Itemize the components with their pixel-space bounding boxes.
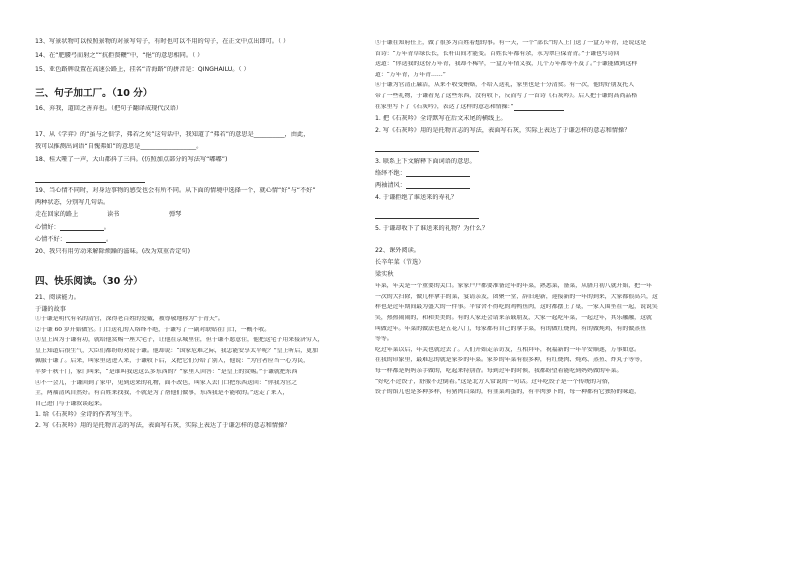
section-3-heading: 三、句子加工厂。（10 分） (35, 88, 153, 99)
article-line: 自己进门与于谦叙谈起来。 (35, 400, 106, 407)
article-line: 一次的大扫除，做几样拿手的菜，宴请亲友，团聚一堂，辞旧迎新，迎接新的一年的到来，大家都很高兴，这 (375, 293, 658, 300)
article-body (35, 316, 377, 408)
question-19-line2: 两种状态，分别写几句话。 (35, 199, 110, 206)
article-2-author: 梁实秋 (375, 271, 394, 279)
article-line: 半梦千秋千门，家门叫来，“是谁叫我送这么多东西的？”家里人回答：“是皇上的赏赐。”于谦就把东西 (35, 368, 298, 375)
question-20: 20、我只有用劳动来解除烦躁的滋味。(改为双重否定句) (35, 248, 191, 255)
article-line: 饺子的馅儿也是多种多样，有猪肉白菜的，有韭菜鸡蛋的，有羊肉萝卜的，每一种都有它独特的味道， (375, 389, 641, 396)
article-line: ④不一会儿，于谦回到了家中，见到送来的礼物，面不改色，叫家人去门口把东西送回：“你我为官之 (35, 379, 298, 386)
article-line: 道：“万年青，万年青……” (375, 71, 446, 78)
article-line: 等等。 (375, 336, 393, 343)
article-line: 笑，热热闹闹的，和和美美的。有的人家还会请来亲戚朋友，大家一起吃年菜，一起过年，其乐融融，这就 (375, 314, 652, 321)
article-closing-row (375, 104, 719, 112)
mood-bad-blank[interactable] (66, 236, 106, 243)
article-line: 年菜，年关是一个重要的关口。家家户户都要准备过年的年菜，熟悉菜，备菜，从腊月初八就开始，把一年 (375, 283, 652, 290)
poem-blank[interactable] (514, 104, 564, 111)
article-line: 在我的印象里，最难忘的就是家乡的年菜。家乡的年菜有很多种，有红烧肉、炖鸡、蒸鱼、炸丸子等等， (375, 357, 646, 364)
article-line: “好吃不过饺子，舒服不过倒着。”这是北方人常说的一句话。过年吃饺子是一个传统的习俗， (375, 378, 614, 385)
article-line: 送道：“你送我的这份万年青，我却不稀罕，一盒万年情义我，几个万年都等不及了。”于谦能做到这样 (375, 61, 638, 68)
mood-bad-row: 心情不好： 。 (35, 236, 113, 243)
term-1-row (375, 170, 719, 178)
question-19-line1: 19、当心情不同时，对身边事物的感受也会有所不同。从下面的情境中选择一个，就心情“好”与“不好” (35, 187, 316, 194)
mood-good-label: 心情好： (35, 224, 60, 231)
article-line: ⑤于谦在知府任上，做了很多为百姓着想的事。有一天，一个“部长”的人上门送了一盒万年青，还说这是 (375, 40, 647, 46)
right-question-1: 1. 把《石灰吟》全诗默写在后文末尾的横线上。 (375, 115, 507, 123)
article-line: 首诗：“万年青草绿长长，长杆山间才能变。百姓长年都有余，永为翠巨保青青。”于谦也写诗回 (375, 50, 620, 57)
term-2-row (375, 182, 719, 190)
article-line: 每一样都是妈妈亲手做的，吃起来特别香。每到过年的时候，我都盼望着能吃到妈妈做的年菜。 (375, 367, 623, 374)
question-15: 15、亚色路牌设置在高速公路上，挂名“青海路”的拼音是：QINGHAILU。（ ） (35, 66, 250, 73)
article-line: 样也是过年期间最为盛大的一件事。平常舍不得吃的鸡鸭鱼肉，这时都摆上了桌，一家人围坐在一起，说说笑 (375, 304, 658, 311)
question-21-1: 1. 给《石灰吟》全诗的作者写生平。 (35, 411, 136, 419)
mood-good-blank[interactable] (60, 224, 104, 231)
right-column (375, 40, 719, 397)
question-17-line2: 我可以推测出词语“自愧弗如”的意思是__________________。 (35, 143, 203, 150)
article-2-body (375, 283, 719, 397)
article-title: 于谦的故事 (35, 306, 66, 313)
question-21-2: 2. 写《石灰吟》用的是托物言志的写法，表面写石灰，实际上表达了于谦怎样的意志和情操？ (35, 422, 291, 430)
answer-line-4[interactable] (375, 212, 479, 219)
term-1-blank[interactable] (406, 170, 470, 177)
article-2-title: 长辛年菜（节选） (375, 259, 425, 267)
article-line: 主，两袖清风自然好。有百姓来找我，不就是为了帮他们做事，东西我是不能收的。”送走了来人， (35, 390, 289, 397)
mood-good-row: 心情好： 。 (35, 224, 110, 231)
article-line: ⑥于谦为官清正廉洁，从来不收受贿赂，不给人送礼，家里也是十分清贫。有一次，他的好朋友托人 (375, 82, 635, 89)
context-options (35, 211, 377, 219)
answer-line-18[interactable] (35, 176, 145, 183)
option-walking-home: 走在回家的路上 (35, 211, 79, 218)
option-piano: 弹琴 (169, 211, 182, 218)
term-2-blank[interactable] (406, 182, 470, 189)
term-1-label: 络绎不绝： (375, 170, 406, 178)
article-line: ③皇上因为于谦有功，就给他赏赐一座大宅子，让他在京城里住，但于谦不愿意住，他把这宅子用来接济穷人， (35, 337, 324, 344)
article-line: 吃过年菜以后，年关也就过去了。人们开始走亲访友，互相拜年，祝福新的一年平安顺遂，万事如意。 (375, 346, 641, 353)
question-21: 21、阅读能力。 (35, 294, 80, 301)
article-line: 在家里写下了《石灰吟》，表达了这样的意志和情操：” (375, 103, 514, 110)
article-line: 叫做过年。年菜的做法也是五花八门，每家都有自己的拿手菜，有的做红烧肉，有的做炖鸡，有的做蒸鱼 (375, 325, 646, 332)
article-line: 佩服于谦了。后来，叫家里送进人来，于谦收下后，又把它们分给了别人，他说：“为官者应当一心为民， (35, 358, 309, 365)
answer-line-2[interactable] (375, 145, 479, 152)
right-question-2: 2. 写《石灰吟》用的是托物言志的写法，表面写石灰，实际上表达了于谦怎样的意志和情操？ (375, 127, 631, 135)
question-18: 18、桂大哑了一声，大山都抖了三抖。(仿照加点部分的写法写“嘟嘟”) (35, 156, 228, 163)
question-17-line1: 17、从《学弈》的“虽与之俱学，弗若之矣”这句话中，我知道了“弗若”的意思是__________，由此， (35, 131, 310, 138)
option-reading: 读书 (107, 211, 120, 218)
article-line: 带了一些礼物，于谦看见了这些东西，没有收下，反而写了一首诗《石灰吟》。后人把于谦的高尚品格 (375, 92, 638, 99)
right-question-4: 4. 于谦拒绝了谁送来的寿礼？ (375, 194, 458, 202)
right-question-5: 5. 于谦却收下了谁送来的礼物？为什么？ (375, 225, 489, 233)
left-column (35, 38, 377, 430)
article-line: ①于谦是明代有名的清官，深得老百姓的爱戴，被尊敬地称为“于青天”。 (35, 316, 224, 322)
article-line: 皇上知道后很生气，大臣们都纷纷劝说于谦。他却说：“国家危难之际，我怎能安享太平呢？”皇上听后，更加 (35, 347, 318, 354)
mood-bad-label: 心情不好： (35, 236, 66, 243)
question-16: 16、弃我，道回之善弃也。（把句子翻译成现代汉语） (35, 105, 183, 112)
term-2-label: 两袖清风： (375, 182, 406, 190)
right-question-3: 3. 联系上下文解释下面词语的意思。 (375, 158, 476, 166)
section-4-heading: 四、快乐阅读。（30 分） (35, 276, 143, 287)
question-22: 22、课外阅读。 (375, 247, 420, 255)
question-13: 13、写景状物可以按照景物的对景写句子，有时也可以不用的句子，在正文中点出即可。（ ） (35, 38, 290, 45)
article-line: ②于谦 60 岁开始做官。门口送礼的人络绎不绝，于谦写了一副对联贴在门口，一概不收。 (35, 326, 271, 333)
question-14: 14、在“肥腰弓而射之”“抗拒赘鞭”中，“挹”的意思相同。（ ） (35, 52, 204, 59)
